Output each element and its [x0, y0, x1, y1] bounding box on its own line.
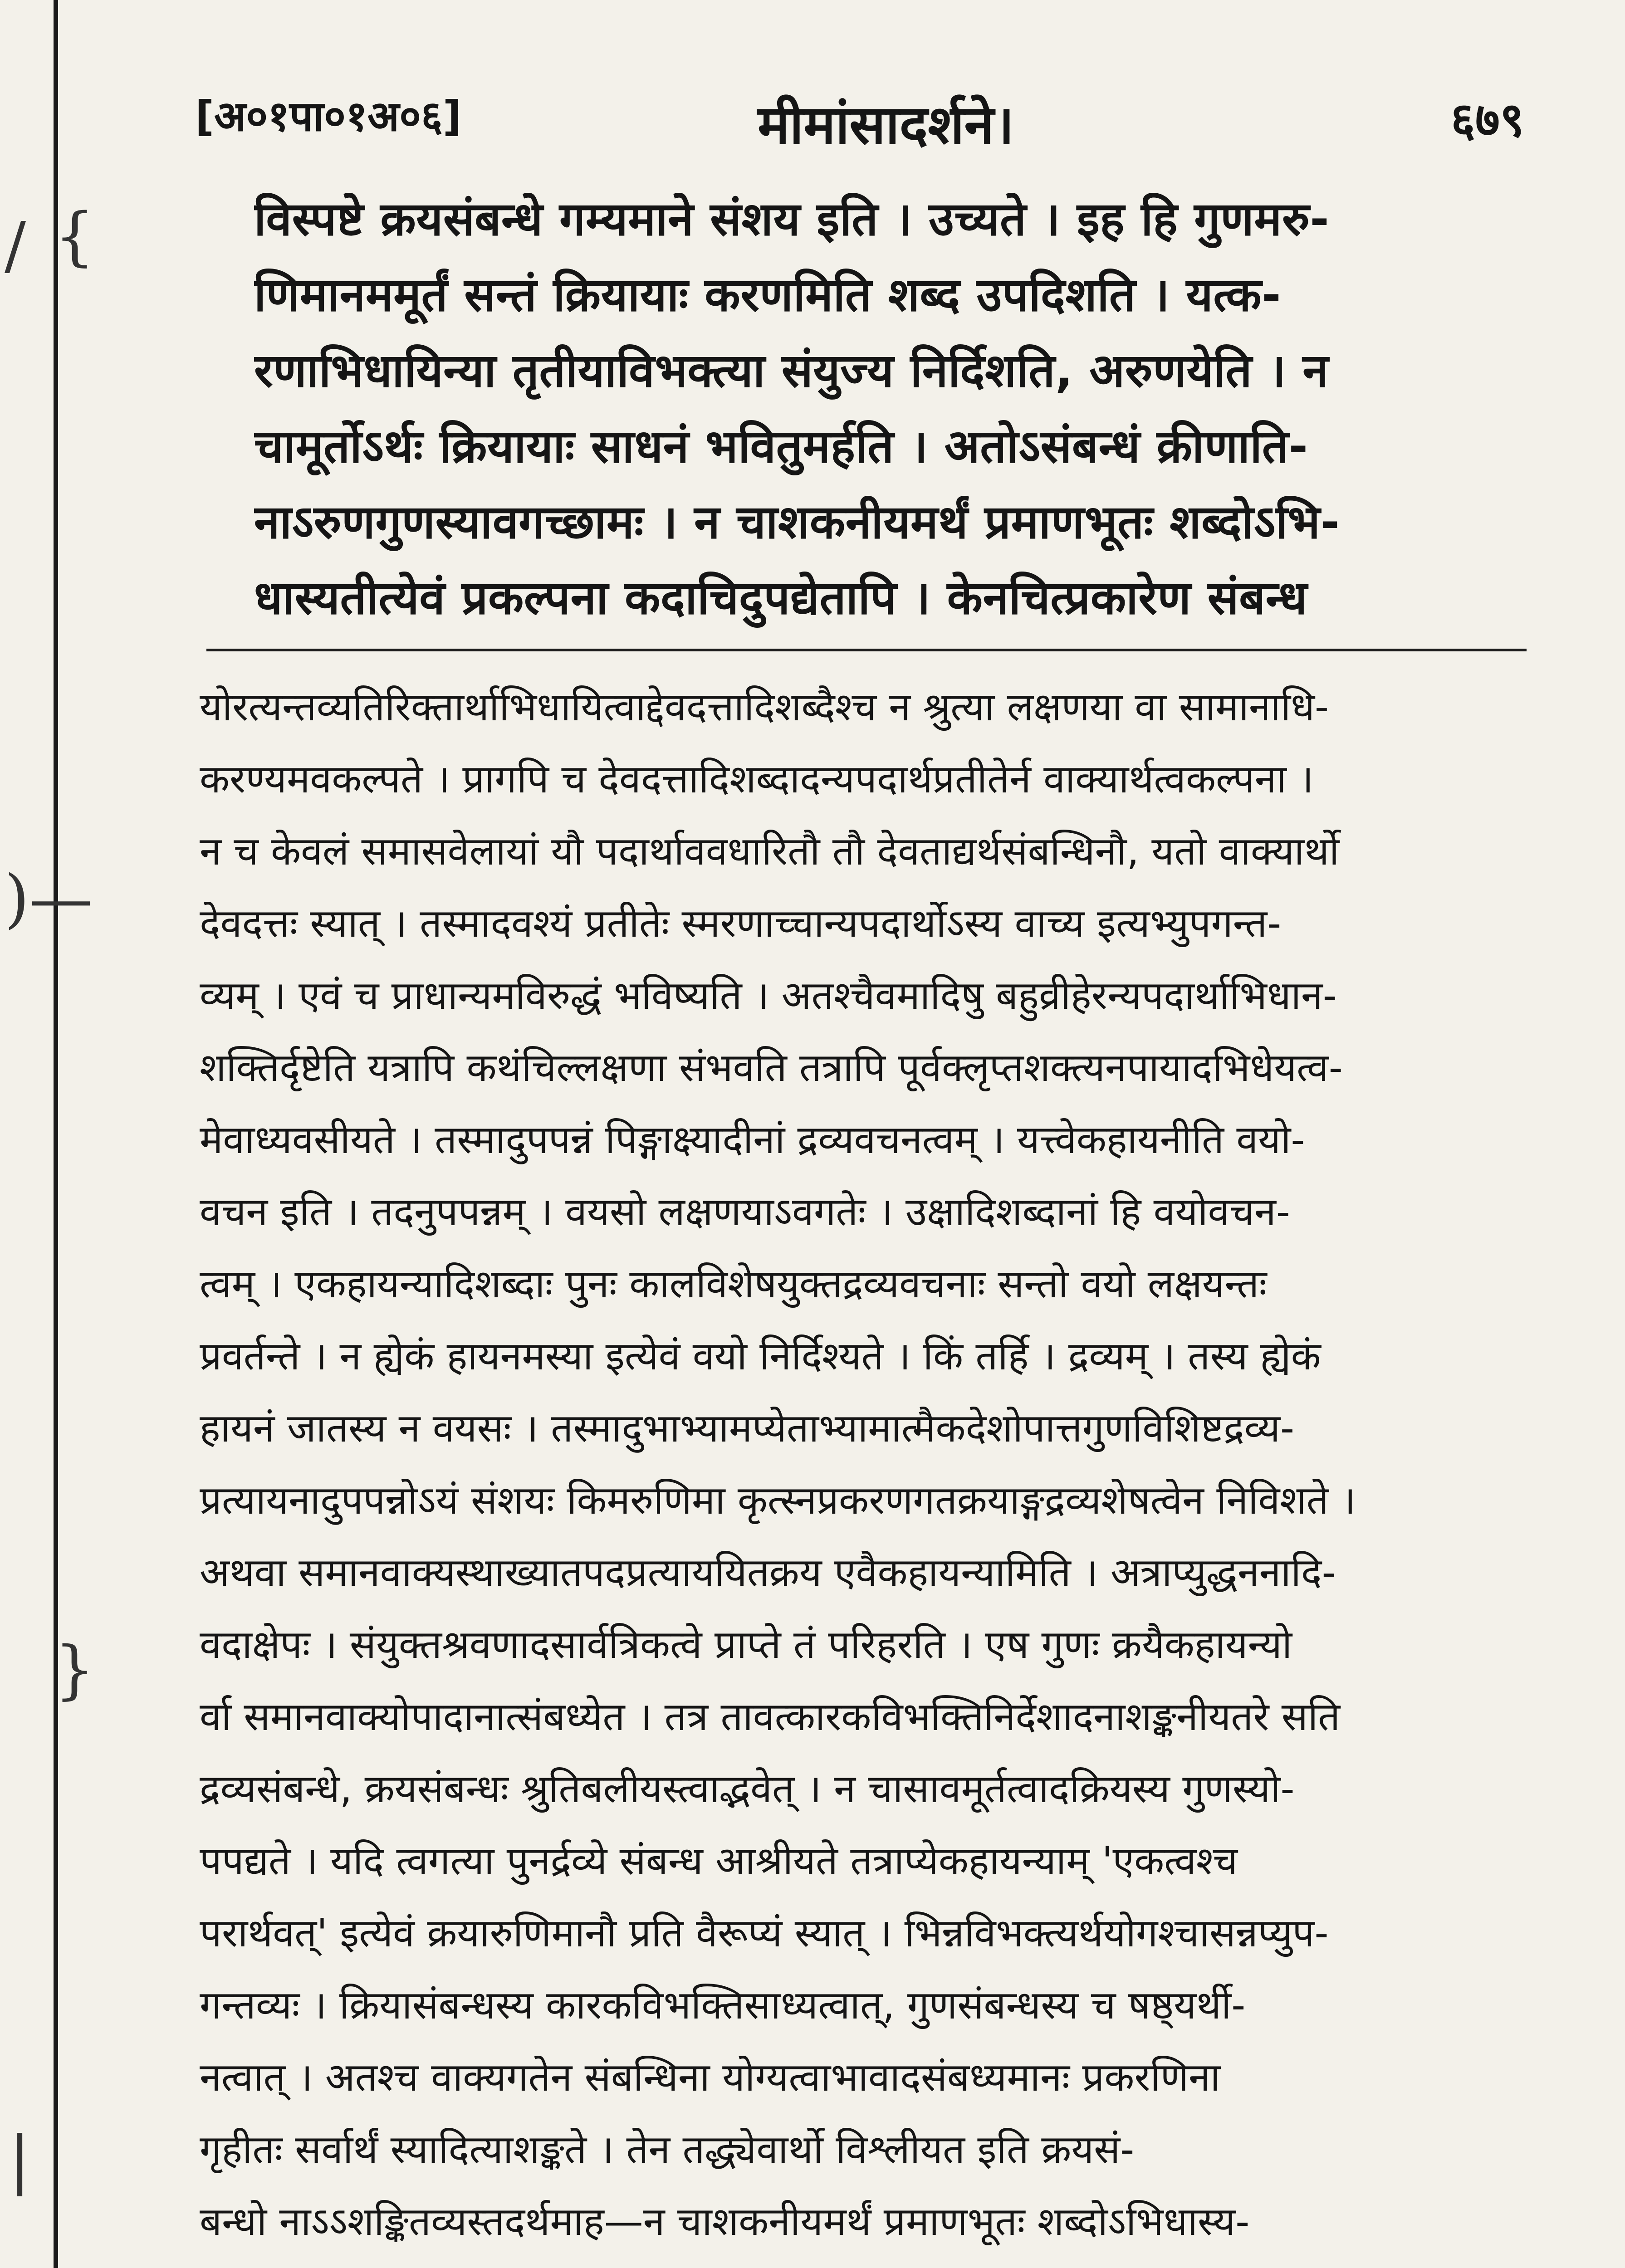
commentary-line: वचन इति । तदनुपपन्नम् । वयसो लक्षणयाऽवगतेः । उक्षादिशब्दानां हि वयोवचन-	[200, 1189, 1290, 1235]
sutra-line: णिमानममूर्तं सन्तं क्रियायाः करणमिति शब्द उपदिशति । यत्क-	[254, 268, 1282, 322]
sutra-line: चामूर्तोऽर्थः क्रियायाः साधनं भवितुमर्हति । अतोऽसंबन्धं क्रीणाति-	[254, 420, 1308, 474]
margin-mark: )—	[5, 862, 93, 936]
commentary-line: मेवाध्यवसीयते । तस्मादुपपन्नं पिङ्गाक्ष्यादीनां द्रव्यवचनत्वम् । यत्त्वेकहायनीति वयो-	[200, 1117, 1305, 1163]
commentary-line: अथवा समानवाक्यस्थाख्यातपदप्रत्याययितक्रय एवैकहायन्यामिति । अत्राप्युद्धननादि-	[200, 1550, 1336, 1595]
commentary-text-block	[200, 671, 1533, 2268]
commentary-line: गृहीतः सर्वार्थं स्यादित्याशङ्कते । तेन तद्ध्येवार्थो विश्लीयत इति क्रयसं-	[200, 2127, 1135, 2172]
running-head: [अ०१पा०१अ०६]	[195, 92, 462, 141]
sutra-line: विस्पष्टे क्रयसंबन्धे गम्यमाने संशय इति । उच्यते । इह हि गुणमरु-	[254, 192, 1330, 246]
sutra-line: नाऽरुणगुणस्यावगच्छामः । न चाशकनीयमर्थं प्रमाणभूतः शब्दोऽभि-	[254, 495, 1340, 549]
margin-mark: /	[5, 209, 26, 283]
commentary-line: परार्थवत्' इत्येवं क्रयारुणिमानौ प्रति वैरूप्यं स्यात् । भिन्नविभक्त्यर्थयोगश्चासन्नप्युप-	[200, 1911, 1329, 1956]
commentary-line: व्यम् । एवं च प्राधान्यमविरुद्धं भविष्यति । अतश्चैवमादिषु बहुव्रीहेरन्यपदार्थाभिधान-	[200, 973, 1337, 1018]
sutra-line: धास्यतीत्येवं प्रकल्पना कदाचिदुपद्येतापि । केनचित्प्रकारेण संबन्ध	[254, 571, 1307, 625]
commentary-line: पपद्यते । यदि त्वगत्या पुनर्द्रव्ये संबन्ध आश्रीयते तत्राप्येकहायन्याम् 'एकत्वश्च	[200, 1838, 1238, 1884]
margin-mark: {	[54, 200, 95, 274]
commentary-line	[200, 2258, 1533, 2268]
commentary-line: गन्तव्यः । क्रियासंबन्धस्य कारकविभक्तिसाध्यत्वात्, गुणसंबन्धस्य च षष्ठ्यर्थी-	[200, 1983, 1246, 2028]
commentary-line: वदाक्षेपः । संयुक्तश्रवणादसार्वत्रिकत्वे प्राप्ते तं परिहरति । एष गुणः क्रयैकहायन्यो	[200, 1622, 1292, 1667]
commentary-line: द्रव्यसंबन्धे, क्रयसंबन्धः श्रुतिबलीयस्त्वाद्भवेत् । न चासावमूर्तत्वादक्रियस्य गुणस्यो-	[200, 1766, 1295, 1812]
sutra-text-block	[254, 181, 1497, 636]
margin-mark: }	[54, 1633, 95, 1707]
page-header	[195, 68, 1524, 159]
commentary-line: हायनं जातस्य न वयसः । तस्मादुभाभ्यामप्येताभ्यामात्मैकदेशोपात्तगुणविशिष्टद्रव्य-	[200, 1406, 1295, 1451]
commentary-line: र्वा समानवाक्योपादानात्संबध्येत । तत्र तावत्कारकविभक्तिनिर्देशादनाशङ्कनीयतरे सति	[200, 1694, 1341, 1740]
commentary-line: बन्धो नाऽऽशङ्कितव्यस्तदर्थमाह—न चाशकनीयमर्थं प्रमाणभूतः शब्दोऽभिधास्य-	[200, 2199, 1250, 2244]
commentary-line: देवदत्तः स्यात् । तस्मादवश्यं प्रतीतेः स्मरणाच्चान्यपदार्थोऽस्य वाच्य इत्यभ्युपगन्त-	[200, 901, 1282, 946]
commentary-line: नत्वात् । अतश्च वाक्यगतेन संबन्धिना योग्यत्वाभावादसंबध्यमानः प्रकरणिना	[200, 2055, 1220, 2100]
margin-mark: |	[9, 2123, 31, 2197]
commentary-line: शक्तिर्दृष्टेति यत्रापि कथंचिल्लक्षणा संभवति तत्रापि पूर्वक्लृप्तशक्त्यनपायादभिधेयत्व-	[200, 1045, 1343, 1090]
commentary-line: प्रवर्तन्ते । न ह्येकं हायनमस्या इत्येवं वयो निर्दिश्यते । किं तर्हि । द्रव्यम् । तस्य ह्येकं	[200, 1334, 1321, 1379]
commentary-line: न च केवलं समासवेलायां यौ पदार्थाववधारितौ तौ देवताद्यर्थसंबन्धिनौ, यतो वाक्यार्थो	[200, 829, 1340, 874]
commentary-line: प्रत्यायनादुपपन्नोऽयं संशयः किमरुणिमा कृत्स्नप्रकरणगतक्रयाङ्गद्रव्यशेषत्वेन निविशते ।	[200, 1478, 1356, 1523]
sutra-line: रणाभिधायिन्या तृतीयाविभक्त्या संयुज्य निर्दिशति, अरुणयेति । न	[254, 344, 1329, 398]
page-number: ६७९	[1450, 92, 1524, 147]
binding-edge	[54, 0, 58, 2268]
commentary-line: करण्यमवकल्पते । प्रागपि च देवदत्तादिशब्दादन्यपदार्थप्रतीतेर्न वाक्यार्थत्वकल्पना ।	[200, 757, 1314, 802]
commentary-line: योरत्यन्तव्यतिरिक्तार्थाभिधायित्वाद्देवदत्तादिशब्दैश्च न श्रुत्या लक्षणया वा सामानाधि-	[200, 684, 1329, 730]
book-title: मीमांसादर्शने।	[758, 93, 1014, 156]
section-divider	[206, 649, 1527, 651]
commentary-line: त्वम् । एकहायन्यादिशब्दाः पुनः कालविशेषयुक्तद्रव्यवचनाः सन्तो वयो लक्षयन्तः	[200, 1261, 1267, 1307]
